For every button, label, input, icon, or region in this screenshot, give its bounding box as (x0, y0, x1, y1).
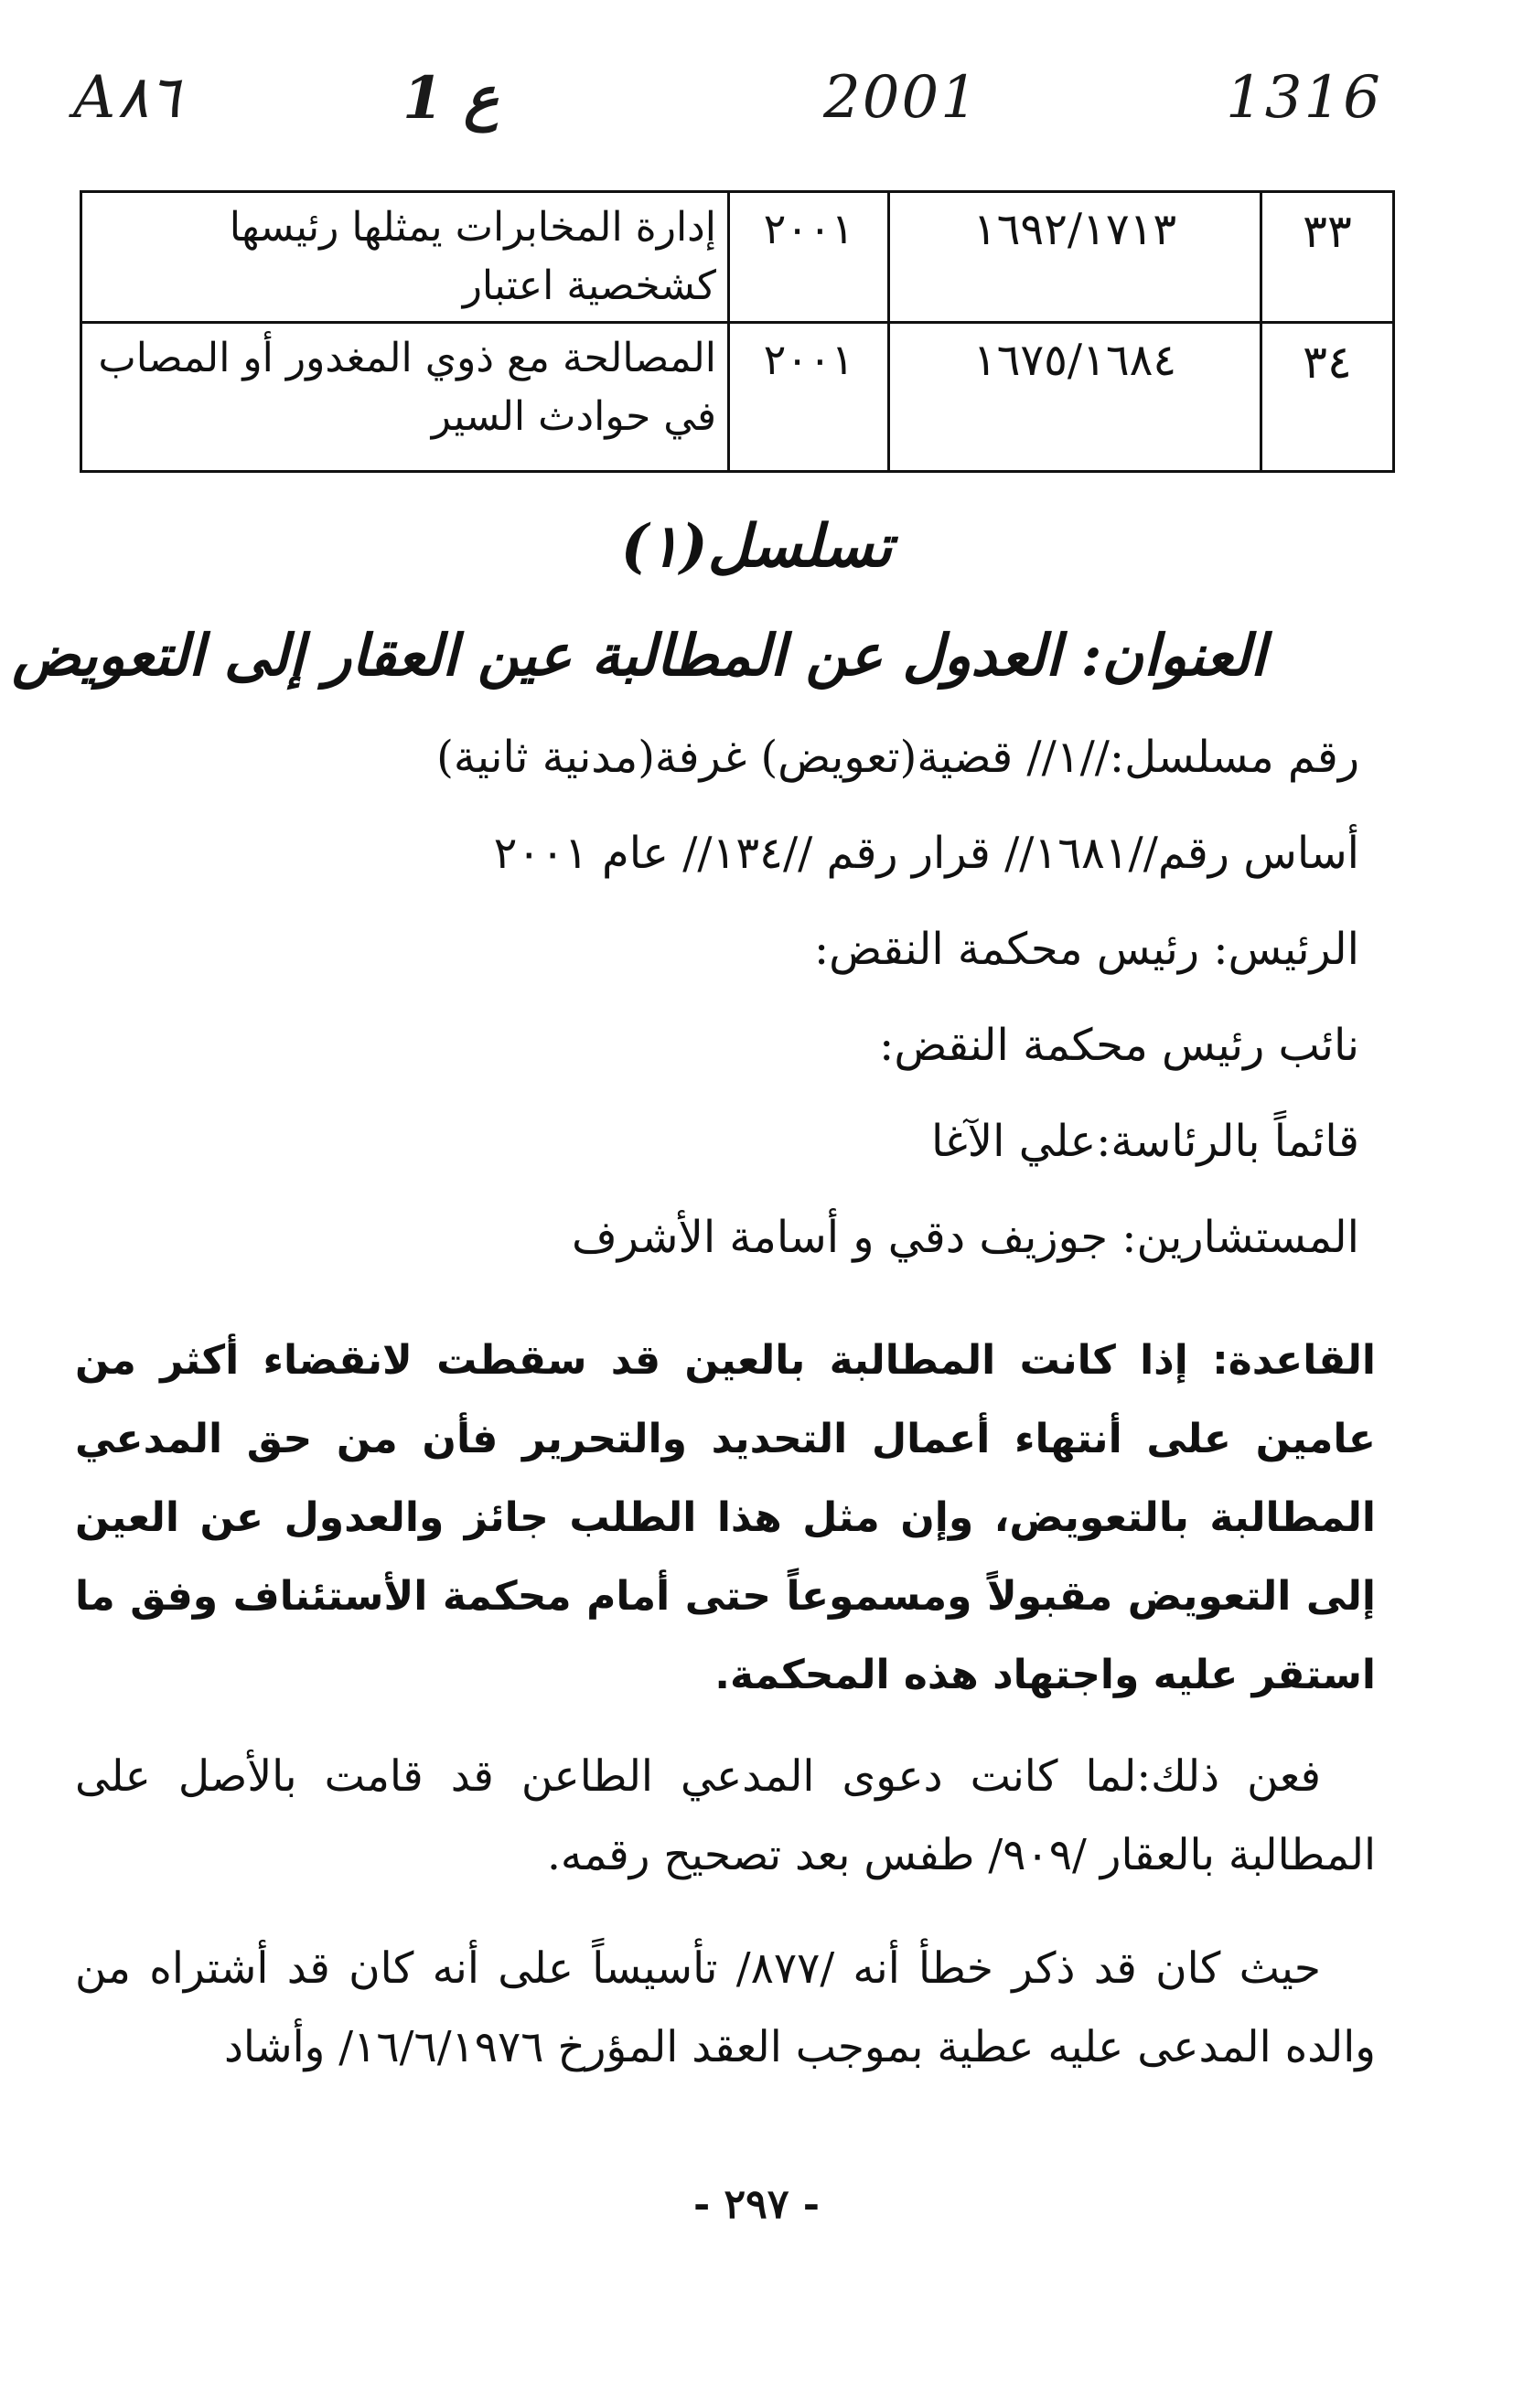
vice-president-line: نائب رئيس محكمة النقض: (879, 1020, 1359, 1071)
acting-president-line: قائماً بالرئاسة:علي الآغا (931, 1116, 1359, 1167)
row-year: ٢٠٠١ (729, 323, 889, 472)
body-paragraph-2: حيث كان قد ذكر خطأ أنه /٨٧٧/ تأسيساً على أنه كان قد أشتراه من والده المدعى عليه عطية بموجب العقد المؤرخ ١٦/٦/١٩٧٦/ وأشاد (75, 1943, 1376, 2072)
page-number: - ٢٩٧ - (692, 2181, 821, 2228)
main-title: العنوان: العدول عن المطالبة عين العقار إلى التعويض (12, 622, 1266, 689)
serial-line: رقم مسلسل://١// قضية(تعويض) غرفة(مدنية ثانية) (436, 732, 1359, 783)
table-row (81, 323, 1394, 472)
row-numbers: ١٦٧٥/١٦٨٤ (889, 323, 1261, 472)
row-subject: إدارة المخابرات يمثلها رئيسها كشخصية اعتبار (81, 192, 729, 323)
row-numbers: ١٦٩٢/١٧١٣ (889, 192, 1261, 323)
counselors-line: المستشارين: جوزيف دقي و أسامة الأشرف (572, 1212, 1359, 1263)
rule-paragraph: القاعدة: إذا كانت المطالبة بالعين قد سقطت لانقضاء أكثر من عامين على أنتهاء أعمال التحديد والتحرير فأن من حق المدعي المطالبة بالتعويض، وإن مثل هذا الطلب جائز والعدول عن العين إلى التعويض مقبولاً ومسموعاً حتى أمام محكمة الأستئناف وفق ما استقر عليه واجتهاد هذه المحكمة. (75, 1337, 1376, 1698)
president-line: الرئيس: رئيس محكمة النقض: (813, 924, 1359, 975)
row-year: ٢٠٠١ (729, 192, 889, 323)
series-title: تسلسل(١) (620, 512, 893, 581)
handwritten-year: 2001 (823, 64, 980, 132)
row-seq: ٣٤ (1261, 323, 1394, 472)
handwritten-code: 1316 (1226, 64, 1382, 132)
handwritten-reference: A٨٦ (73, 64, 180, 132)
basis-line: أساس رقم//١٦٨١// قرار رقم //١٣٤// عام ٢٠٠١ (493, 828, 1359, 879)
table-row (81, 192, 1394, 323)
row-subject: المصالحة مع ذوي المغدور أو المصاب في حوادث السير (81, 323, 729, 472)
row-seq: ٣٣ (1261, 192, 1394, 323)
reference-table (80, 190, 1395, 473)
handwritten-number: 1 ع (402, 64, 499, 133)
body-paragraph-1: فعن ذلك:لما كانت دعوى المدعي الطاعن قد قامت بالأصل على المطالبة بالعقار /٩٠٩/ طفس بعد تصحيح رقمه. (75, 1751, 1376, 1880)
